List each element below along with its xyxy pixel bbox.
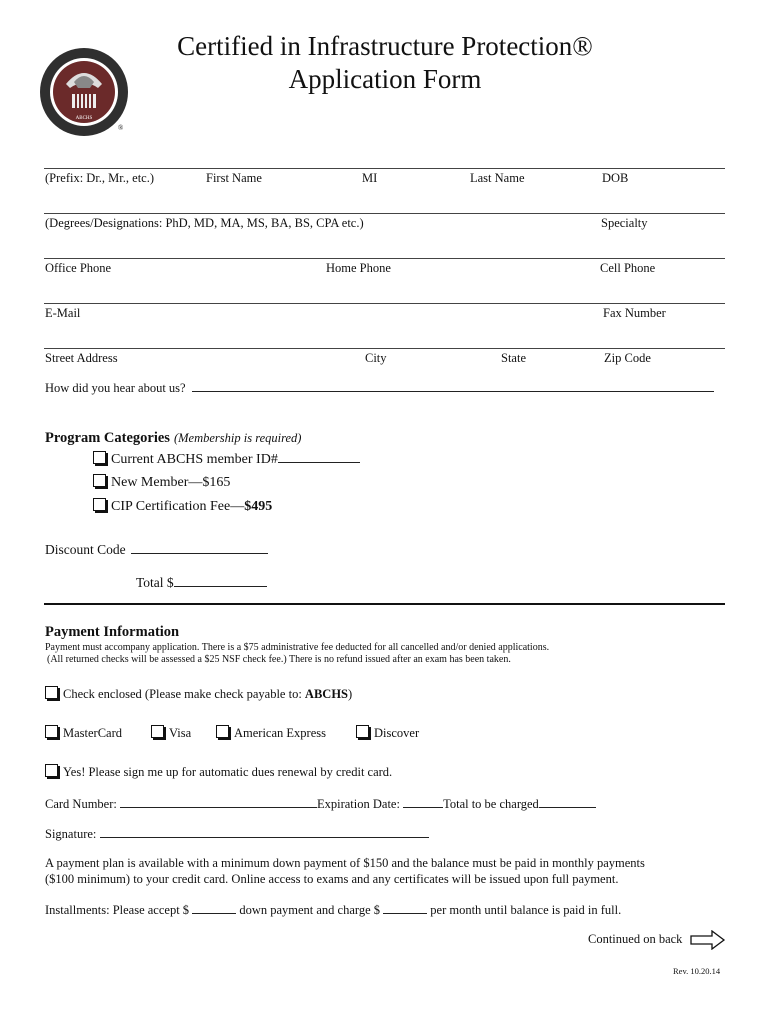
new-member-label: New Member—$165 bbox=[111, 475, 231, 490]
cip-fee-price: $495 bbox=[244, 499, 273, 514]
member-id-input[interactable] bbox=[278, 451, 360, 463]
payment-plan-line-1: A payment plan is available with a minimum down payment of $150 and the balance must be paid in monthly payments bbox=[45, 856, 645, 870]
total-input[interactable] bbox=[174, 575, 267, 587]
discount-input[interactable] bbox=[131, 542, 268, 554]
program-heading bbox=[45, 429, 301, 447]
arrow-right-icon bbox=[690, 930, 726, 955]
mastercard-checkbox[interactable] bbox=[45, 725, 58, 738]
page-title: Certified in Infrastructure Protection® bbox=[177, 31, 593, 61]
field-line-5[interactable] bbox=[44, 348, 725, 349]
card-visa bbox=[151, 725, 191, 741]
section-divider bbox=[44, 603, 725, 605]
installments-label: Installments: Please accept $ bbox=[45, 903, 190, 917]
auto-renewal-checkbox[interactable] bbox=[45, 764, 58, 777]
email-label: E-Mail bbox=[45, 306, 81, 320]
mastercard-label: MasterCard bbox=[63, 726, 123, 740]
total-label: Total $ bbox=[136, 575, 174, 590]
check-payee: ABCHS bbox=[304, 687, 348, 701]
field-line-1[interactable] bbox=[44, 168, 725, 169]
revision-label: Rev. 10.20.14 bbox=[673, 966, 721, 976]
card-number-label: Card Number: bbox=[45, 797, 117, 811]
city-label: City bbox=[365, 351, 387, 365]
signature-label: Signature: bbox=[45, 827, 97, 841]
amex-label: American Express bbox=[234, 726, 326, 740]
member-id-checkbox[interactable] bbox=[93, 451, 106, 464]
state-label: State bbox=[501, 351, 526, 365]
check-close: ) bbox=[348, 687, 353, 701]
total-row bbox=[136, 575, 267, 591]
signature-input[interactable] bbox=[100, 826, 429, 838]
prefix-label: (Prefix: Dr., Mr., etc.) bbox=[45, 171, 155, 185]
payment-heading: Payment Information bbox=[45, 624, 180, 640]
field-line-4[interactable] bbox=[44, 303, 725, 304]
expiration-input[interactable] bbox=[403, 796, 443, 808]
discover-label: Discover bbox=[374, 726, 420, 740]
discount-label: Discount Code bbox=[45, 542, 126, 557]
card-mastercard bbox=[45, 725, 122, 741]
office-phone-label: Office Phone bbox=[45, 261, 112, 275]
new-member-checkbox[interactable] bbox=[93, 474, 106, 487]
hear-about-label: How did you hear about us? bbox=[45, 381, 186, 395]
check-enclosed-row bbox=[45, 686, 352, 702]
option-member-id bbox=[93, 451, 360, 468]
down-payment-input[interactable] bbox=[192, 902, 236, 914]
total-charged-label: Total to be charged bbox=[443, 797, 539, 811]
visa-label: Visa bbox=[169, 726, 192, 740]
monthly-amount-input[interactable] bbox=[383, 902, 427, 914]
degrees-label: (Degrees/Designations: PhD, MD, MA, MS, BA, BS, CPA etc.) bbox=[45, 216, 364, 230]
payment-plan-line-2: ($100 minimum) to your credit card. Online access to exams and any certificates will be issued upon full payment. bbox=[45, 872, 619, 886]
expiration-label: Expiration Date: bbox=[316, 797, 400, 811]
auto-renewal-row bbox=[45, 764, 392, 780]
member-id-label: Current ABCHS member ID# bbox=[111, 452, 278, 467]
dob-label: DOB bbox=[602, 171, 629, 185]
installments-charge-label: down payment and charge $ bbox=[239, 903, 381, 917]
hear-about-row bbox=[45, 380, 714, 396]
hear-about-input[interactable] bbox=[192, 380, 714, 392]
mi-label: MI bbox=[362, 171, 378, 185]
field-line-2[interactable] bbox=[44, 213, 725, 214]
card-amex bbox=[216, 725, 326, 741]
page-subtitle: Application Form bbox=[288, 64, 482, 94]
total-charged-input[interactable] bbox=[539, 796, 596, 808]
card-number-input[interactable] bbox=[120, 796, 317, 808]
continued-on-back: Continued on back bbox=[588, 932, 683, 946]
signature-row bbox=[45, 826, 429, 842]
zip-label: Zip Code bbox=[604, 351, 651, 365]
installments-row bbox=[45, 902, 621, 918]
discount-row bbox=[45, 542, 268, 558]
auto-renewal-label: Yes! Please sign me up for automatic dues renewal by credit card. bbox=[63, 765, 393, 779]
last-name-label: Last Name bbox=[470, 171, 525, 185]
street-label: Street Address bbox=[45, 351, 118, 365]
visa-checkbox[interactable] bbox=[151, 725, 164, 738]
first-name-label: First Name bbox=[206, 171, 262, 185]
program-title: Program Categories bbox=[45, 430, 170, 446]
field-line-3[interactable] bbox=[44, 258, 725, 259]
fax-label: Fax Number bbox=[603, 306, 666, 320]
svg-text:ABCHS: ABCHS bbox=[75, 116, 93, 121]
specialty-label: Specialty bbox=[601, 216, 648, 230]
check-enclosed-label: Check enclosed (Please make check payable to: bbox=[63, 687, 305, 701]
installments-end-label: per month until balance is paid in full. bbox=[430, 903, 622, 917]
cell-phone-label: Cell Phone bbox=[600, 261, 656, 275]
card-details-row bbox=[45, 796, 596, 812]
option-new-member bbox=[93, 474, 230, 491]
discover-checkbox[interactable] bbox=[356, 725, 369, 738]
program-note: (Membership is required) bbox=[173, 431, 302, 445]
payment-note-2: (All returned checks will be assessed a $25 NSF check fee.) There is no refund issued after an exam has been taken. bbox=[47, 654, 511, 665]
cip-fee-label: CIP Certification Fee— bbox=[111, 499, 245, 514]
cip-fee-checkbox[interactable] bbox=[93, 498, 106, 511]
check-enclosed-checkbox[interactable] bbox=[45, 686, 58, 699]
payment-note-1: Payment must accompany application. There is a $75 administrative fee deducted for all cancelled and/or denied applications. bbox=[45, 642, 550, 653]
card-discover bbox=[356, 725, 419, 741]
option-cip-fee bbox=[93, 498, 272, 515]
home-phone-label: Home Phone bbox=[326, 261, 391, 275]
amex-checkbox[interactable] bbox=[216, 725, 229, 738]
logo-trademark: ® bbox=[118, 124, 124, 132]
